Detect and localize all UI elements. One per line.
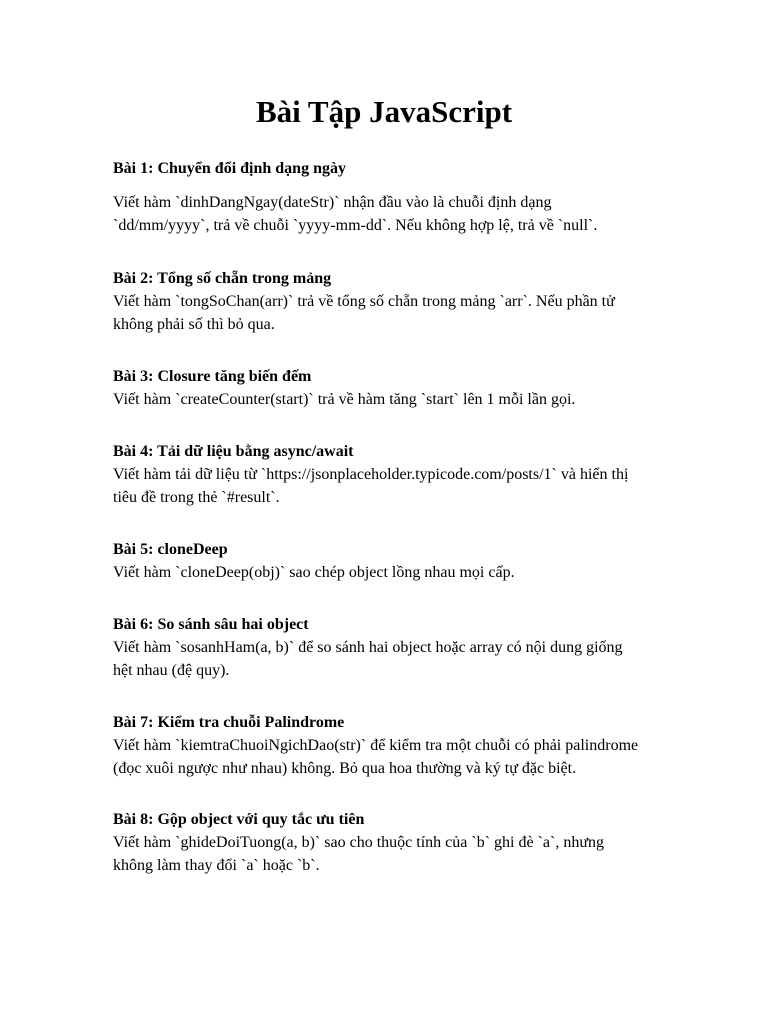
exercise-heading: Bài 7: Kiểm tra chuỗi Palindrome <box>113 714 345 731</box>
exercise-heading: Bài 6: So sánh sâu hai object <box>113 616 309 633</box>
exercise-heading: Bài 2: Tổng số chẵn trong mảng <box>113 270 332 287</box>
exercise-text-line: hệt nhau (đệ quy). <box>113 662 230 679</box>
exercise-heading: Bài 3: Closure tăng biến đếm <box>113 368 312 385</box>
exercise-6 <box>113 614 673 682</box>
exercise-text-line: không làm thay đổi `a` hoặc `b`. <box>113 857 320 874</box>
exercise-5 <box>113 539 673 584</box>
exercise-4 <box>113 441 673 509</box>
exercise-1 <box>113 158 673 237</box>
exercise-heading: Bài 4: Tải dữ liệu bằng async/await <box>113 443 354 460</box>
exercise-text-line: không phải số thì bỏ qua. <box>113 316 275 333</box>
exercise-text-line: Viết hàm tải dữ liệu từ `https://jsonplaceholder.typicode.com/posts/1` và hiển thị <box>113 466 629 483</box>
exercise-text-line: (đọc xuôi ngược như nhau) không. Bỏ qua hoa thường và ký tự đặc biệt. <box>113 760 577 777</box>
exercise-text-line: tiêu đề trong thẻ `#result`. <box>113 489 280 506</box>
document-title: Bài Tập JavaScript <box>255 94 513 129</box>
exercise-7 <box>113 712 673 780</box>
exercise-heading: Bài 8: Gộp object với quy tắc ưu tiên <box>113 811 365 828</box>
exercise-heading: Bài 5: cloneDeep <box>113 541 228 558</box>
exercise-text-line: Viết hàm `dinhDangNgay(dateStr)` nhận đầu vào là chuỗi định dạng <box>113 194 552 211</box>
exercise-text-line: Viết hàm `cloneDeep(obj)` sao chép object lồng nhau mọi cấp. <box>113 564 515 581</box>
exercise-3 <box>113 366 673 411</box>
exercise-heading: Bài 1: Chuyển đổi định dạng ngày <box>113 160 346 177</box>
exercise-text-line: Viết hàm `ghideDoiTuong(a, b)` sao cho thuộc tính của `b` ghi đè `a`, nhưng <box>113 834 605 851</box>
exercise-2 <box>113 268 673 336</box>
exercise-text-line: Viết hàm `createCounter(start)` trả về hàm tăng `start` lên 1 mỗi lần gọi. <box>113 391 576 408</box>
exercise-text-line: Viết hàm `kiemtraChuoiNgichDao(str)` để kiểm tra một chuỗi có phải palindrome <box>113 737 639 754</box>
exercise-8 <box>113 809 673 877</box>
exercise-text-line: Viết hàm `tongSoChan(arr)` trả về tổng số chẵn trong mảng `arr`. Nếu phần tử <box>113 293 615 310</box>
exercise-text-line: Viết hàm `sosanhHam(a, b)` để so sánh hai object hoặc array có nội dung giống <box>113 639 623 656</box>
exercise-text-line: `dd/mm/yyyy`, trả về chuỗi `yyyy-mm-dd`. Nếu không hợp lệ, trả về `null`. <box>113 217 598 234</box>
